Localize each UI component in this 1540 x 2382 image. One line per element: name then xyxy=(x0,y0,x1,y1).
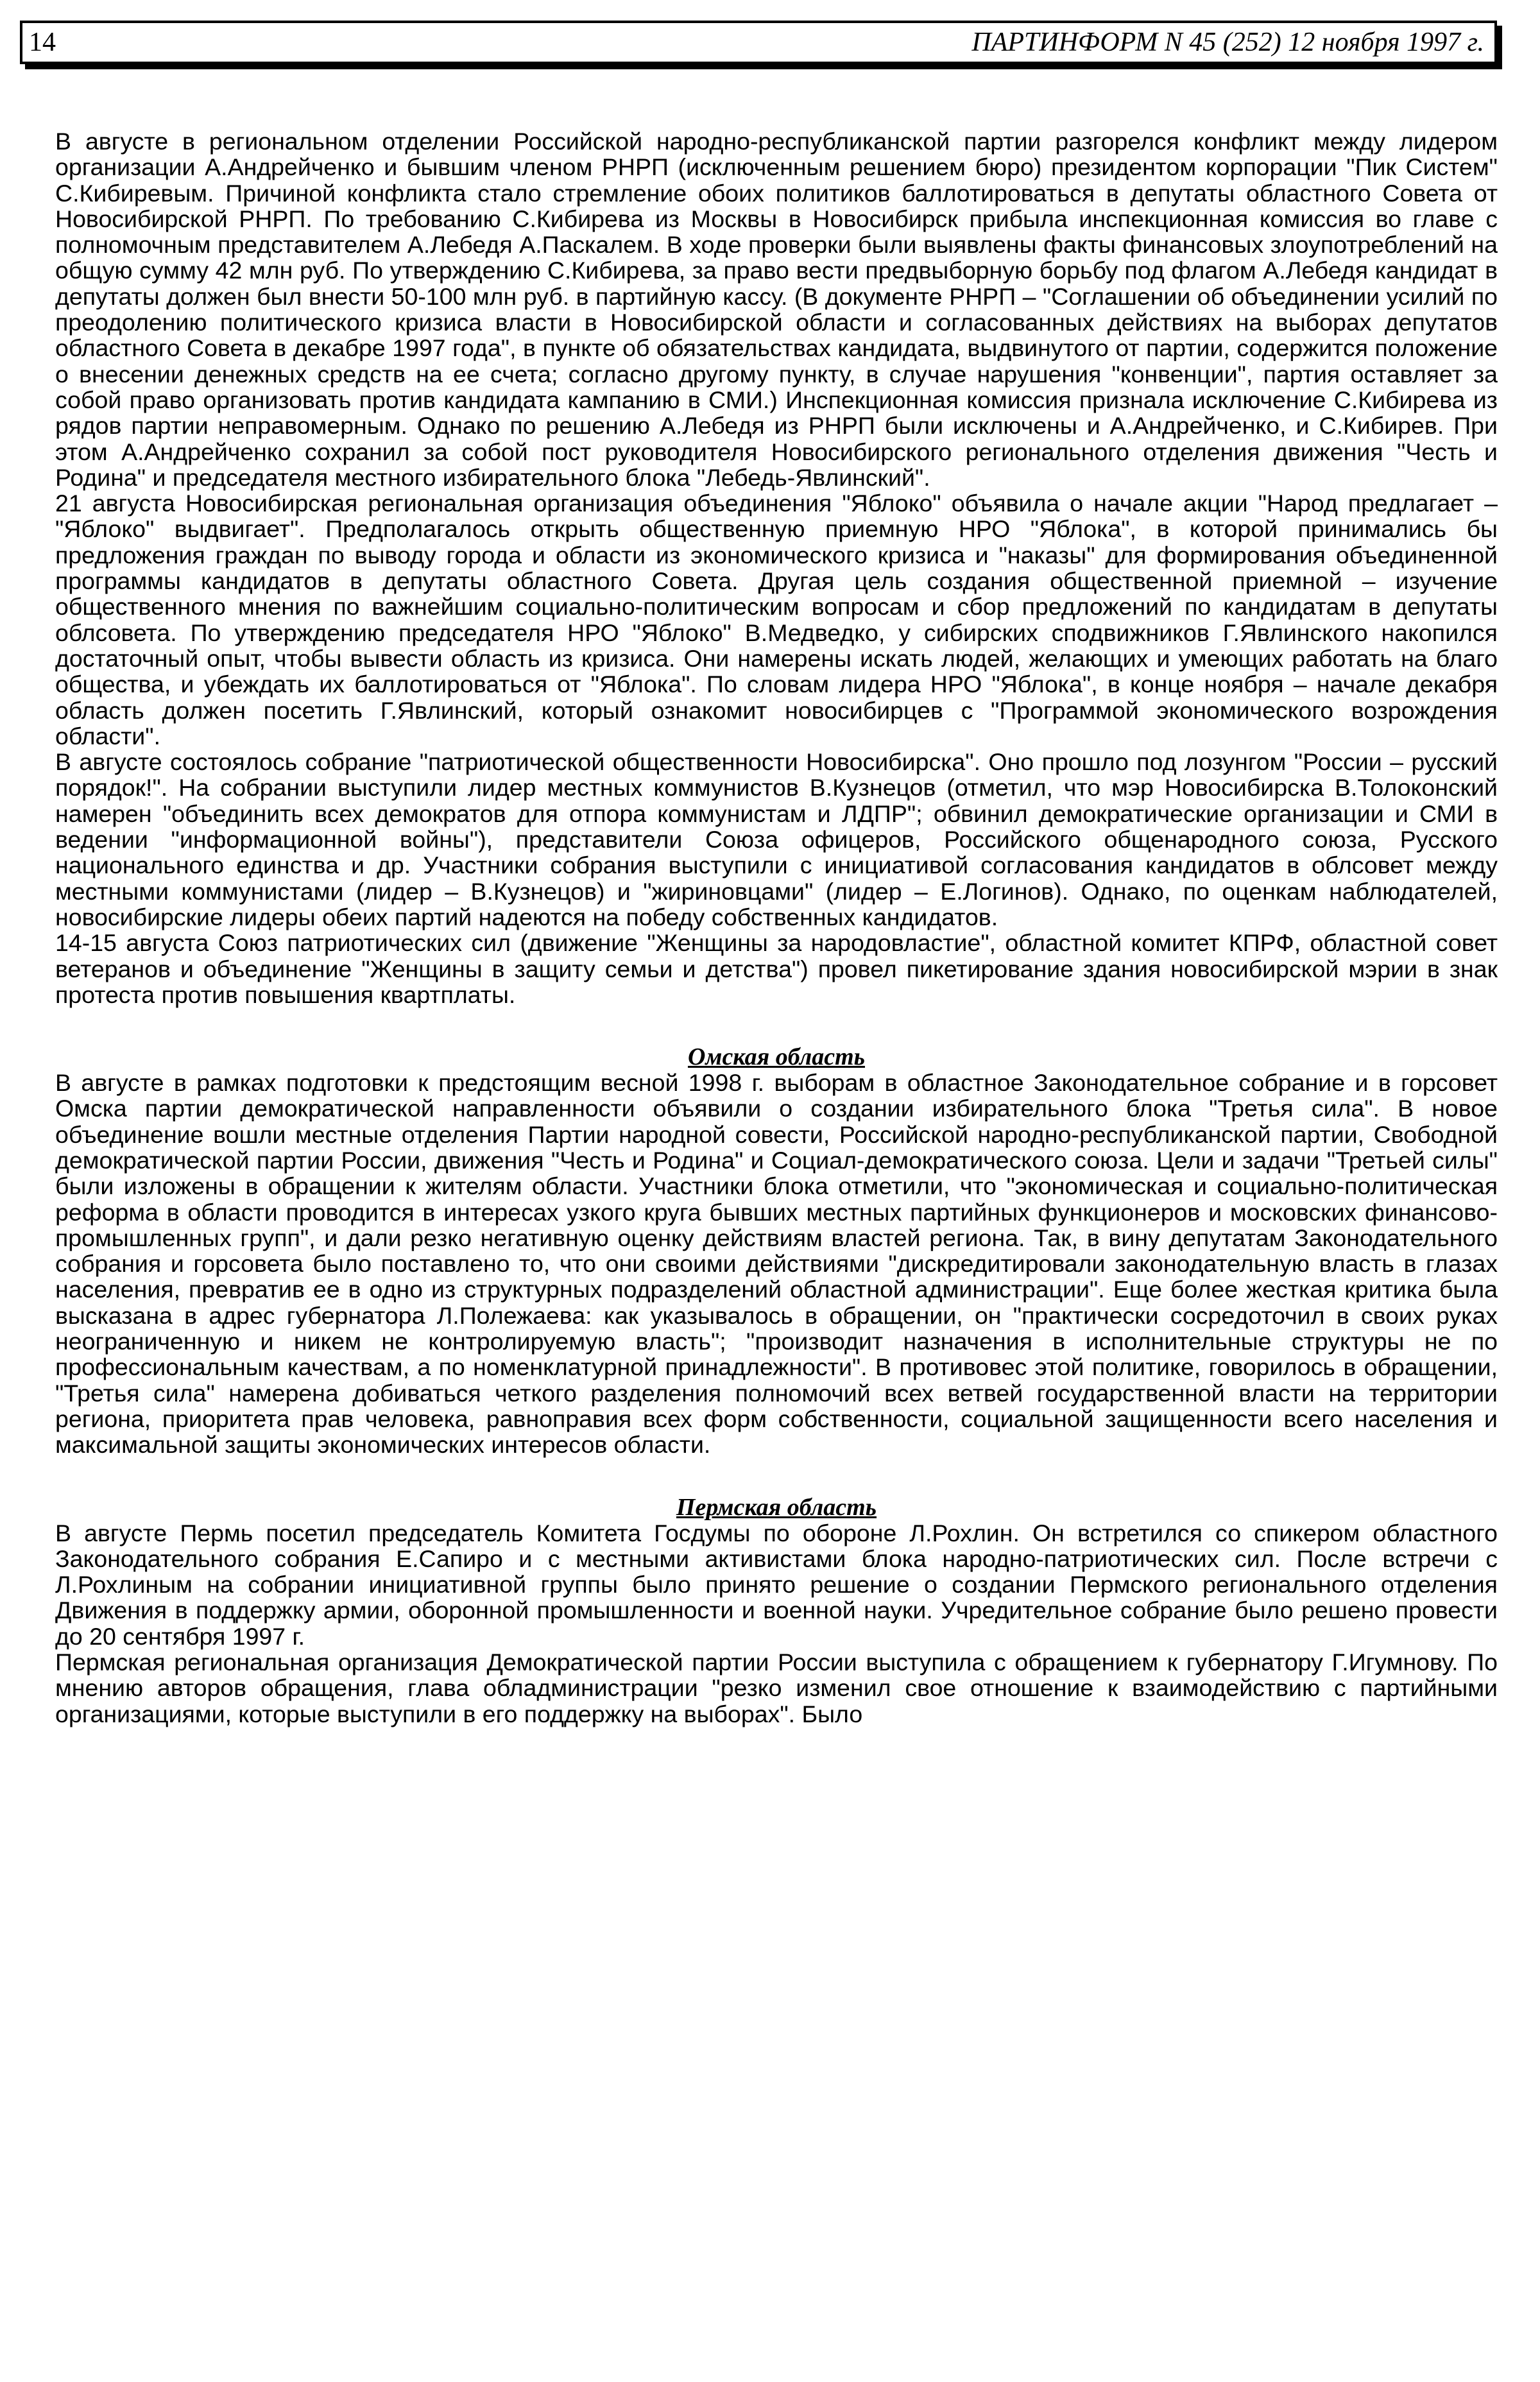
page-header xyxy=(20,21,1497,64)
section-heading-perm: Пермская область xyxy=(676,1493,877,1521)
article-body xyxy=(55,128,1498,1727)
page-number: 14 xyxy=(29,28,56,57)
paragraph: 14-15 августа Союз патриотических сил (движение "Женщины за народовластие", областной комитет КПРФ, областной совет ветеранов и объединение "Женщины в защиту семьи и детства") провел пикетирование здания новосибирской мэрии в знак протеста против повышения квартплаты. xyxy=(55,929,1498,1008)
section-gap xyxy=(55,1007,1498,1044)
paragraph: Пермская региональная организация Демократической партии России выступила с обращением к губернатору Г.Игумнову. По мнению авторов обращения, глава обладминистрации "резко изменил свое отношение к взаимодействию с партийными организациями, которые выступили в его поддержку на выборах". Было xyxy=(55,1649,1498,1727)
paragraph: В августе Пермь посетил председатель Комитета Госдумы по обороне Л.Рохлин. Он встретился со спикером областного Законодательного собрания Е.Сапиро и с местными активистами блока народно-патриотических сил. После встречи с Л.Рохлиным на собрании инициативной группы было принято решение о создании Пермского регионального отделения Движения в поддержку армии, оборонной промышленности и военной науки. Учредительное собрание было решено провести до 20 сентября 1997 г. xyxy=(55,1519,1498,1650)
paragraph: В августе состоялось собрание "патриотической общественности Новосибирска". Оно прошло под лозунгом "России – русский порядок!". На собрании выступили лидер местных коммунистов В.Кузнецов (отметил, что мэр Новосибирска В.Толоконский намерен "объединить всех демократов для отпора коммунистам и ЛДПР"; обвинил демократические организации и СМИ в ведении "информационной войны"), представители Союза офицеров, Российского общенародного союза, Русского национального единства и др. Участники собрания выступили с инициативой согласования кандидатов в облсовет между местными коммунистами (лидер – В.Кузнецов) и "жириновцами" (лидер – Е.Логинов). Однако, по оценкам наблюдателей, новосибирские лидеры обеих партий надеются на победу собственных кандидатов. xyxy=(55,748,1498,930)
running-title: ПАРТИНФОРМ N 45 (252) 12 ноября 1997 г. xyxy=(971,28,1484,57)
section-gap xyxy=(55,1458,1498,1495)
section-heading-omsk: Омская область xyxy=(687,1043,866,1071)
paragraph: В августе в региональном отделении Российской народно-республиканской партии разгорелся конфликт между лидером организации А.Андрейченко и бывшим членом РНРП (исключенным решением бюро) президентом корпорации "Пик Систем" С.Кибиревым. Причиной конфликта стало стремление обоих политиков баллотироваться в депутаты областного Совета от Новосибирской РНРП. По требованию С.Кибирева из Москвы в Новосибирск прибыла инспекционная комиссия во главе с полномочным представителем А.Лебедя А.Паскалем. В ходе проверки были выявлены факты финансовых злоупотреблений на общую сумму 42 млн руб. По утверждению С.Кибирева, за право вести предвыборную борьбу под флагом А.Лебедя кандидат в депутаты должен был внести 50-100 млн руб. в партийную кассу. (В документе РНРП – "Соглашении об объединении усилий по преодолению политического кризиса власти в Новосибирской области и согласованных действиях на выборах депутатов областного Совета в декабре 1997 года", в пункте об обязательствах кандидата, выдвинутого от партии, содержится положение о внесении денежных средств на ее счета; согласно другому пункту, в случае нарушения "конвенции", партия оставляет за собой право организовать против кандидата кампанию в СМИ.) Инспекционная комиссия признала исключение С.Кибирева из рядов партии неправомерным. Однако по решению А.Лебедя из РНРП были исключены и А.Андрейченко, и С.Кибирев. При этом А.Андрейченко сохранил за собой пост руководителя Новосибирского регионального отделения движения "Честь и Родина" и председателя местного избирательного блока "Лебедь-Явлинский". xyxy=(55,128,1498,491)
paragraph: 21 августа Новосибирская региональная организация объединения "Яблоко" объявила о начале акции "Народ предлагает – "Яблоко" выдвигает". Предполагалось открыть общественную приемную НРО "Яблока", в которой принимались бы предложения граждан по выводу города и области из экономического кризиса и "наказы" для формирования объединенной программы кандидатов в депутаты областного Совета. Другая цель создания общественной приемной – изучение общественного мнения по важнейшим социально-политическим вопросам и сбор предложений по кандидатам в депутаты облсовета. По утверждению председателя НРО "Яблоко" В.Медведко, у сибирских сподвижников Г.Явлинского накопился достаточный опыт, чтобы вывести область из кризиса. Они намерены искать людей, желающих и умеющих работать на благо общества, и убеждать их баллотироваться от "Яблока". По словам лидера НРО "Яблока", в конце ноября – начале декабря область должен посетить Г.Явлинский, который ознакомит новосибирцев с "Программой экономического возрождения области". xyxy=(55,490,1498,750)
paragraph: В августе в рамках подготовки к предстоящим весной 1998 г. выборам в областное Законодательное собрание и в горсовет Омска партии демократической направленности объявили о создании избирательного блока "Третья сила". В новое объединение вошли местные отделения Партии народной совести, Российской народно-республиканской партии, Свободной демократической партии России, движения "Честь и Родина" и Социал-демократического союза. Цели и задачи "Третьей силы" были изложены в обращении к жителям области. Участники блока отметили, что "экономическая и социально-политическая реформа в области проводится в интересах узкого круга бывших местных партийных функционеров и московских финансово-промышленных групп", и дали резко негативную оценку действиям властей региона. Так, в вину депутатам Законодательного собрания и горсовета было поставлено то, что они своими действиями "дискредитировали законодательную власть в глазах населения, превратив ее в одно из структурных подразделений областной администрации". Еще более жесткая критика была высказана в адрес губернатора Л.Полежаева: как указывалось в обращении, он "практически сосредоточил в своих руках неограниченную и никем не контролируемую власть"; "производит назначения в исполнительные структуры не по профессиональным качествам, а по номенклатурной принадлежности". В противовес этой политике, говорилось в обращении, "Третья сила" намерена добиваться четкого разделения полномочий всех ветвей государственной власти на территории региона, приоритета прав человека, равноправия всех форм собственности, социальной защищенности всего населения и максимальной защиты экономических интересов области. xyxy=(55,1069,1498,1459)
